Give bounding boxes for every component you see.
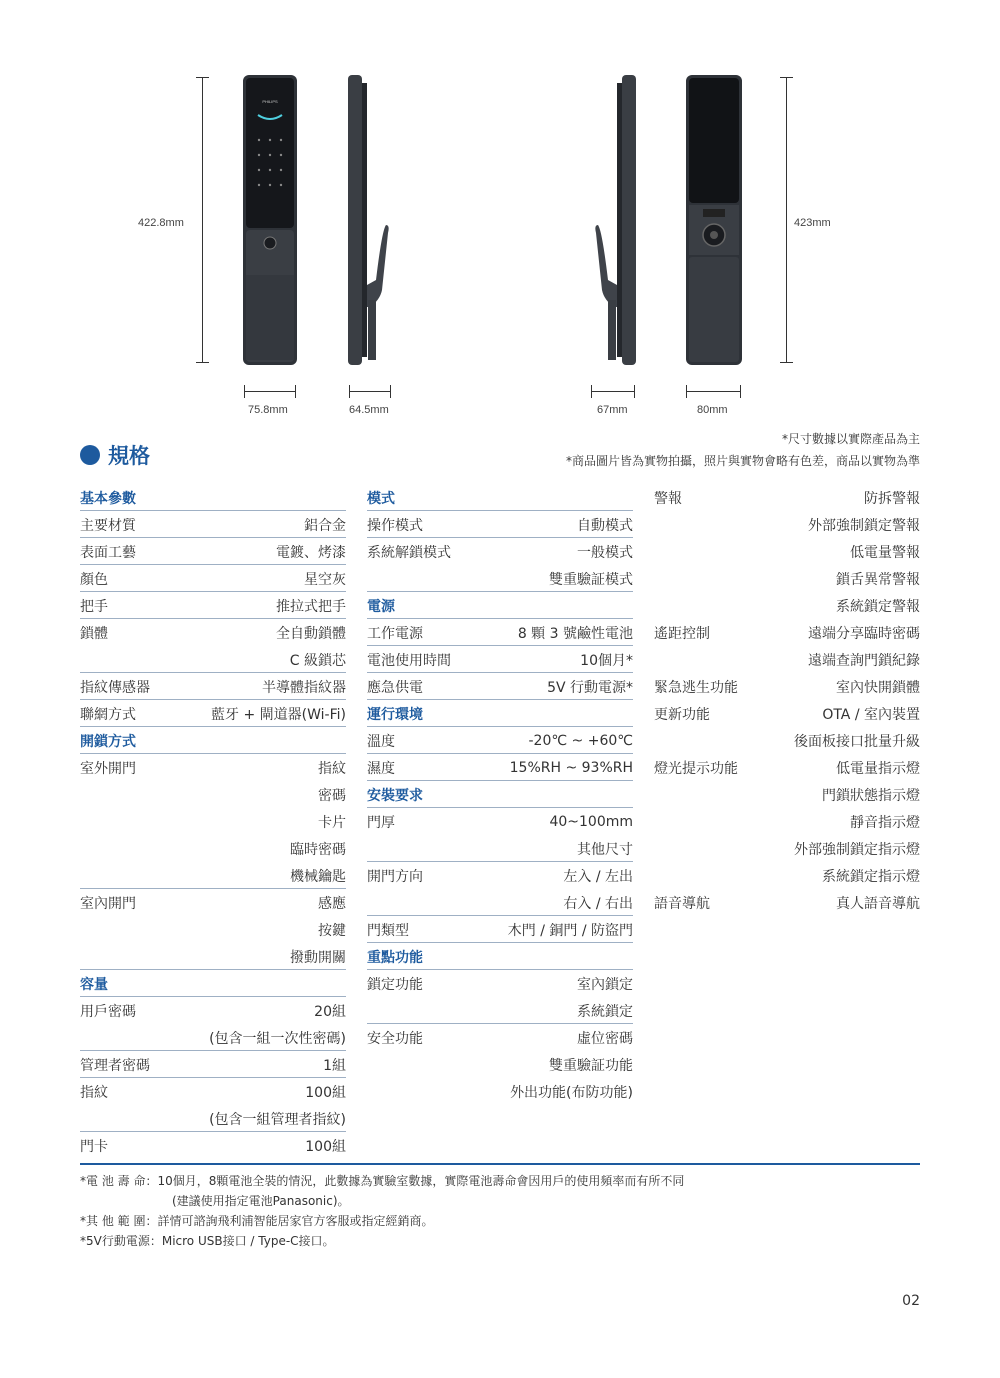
spec-row bbox=[80, 619, 346, 646]
spec-key: 鎖體 bbox=[80, 626, 108, 642]
spec-value: 全自動鎖體 bbox=[276, 626, 346, 642]
spec-row bbox=[80, 538, 346, 565]
spec-value: 40~100mm bbox=[549, 814, 633, 830]
spec-key: 安裝要求 bbox=[367, 788, 423, 804]
spec-key: 電源 bbox=[367, 599, 395, 615]
spec-key: 系統解鎖模式 bbox=[367, 545, 451, 561]
spec-row bbox=[80, 700, 346, 727]
spec-row bbox=[367, 970, 633, 997]
spec-value: 防拆警報 bbox=[864, 491, 920, 507]
spec-key: 操作模式 bbox=[367, 518, 423, 534]
spec-row bbox=[80, 889, 346, 916]
spec-row bbox=[654, 862, 920, 889]
height-dimension-line-left bbox=[202, 77, 203, 363]
spec-row bbox=[80, 943, 346, 970]
width-back-label: 80mm bbox=[697, 404, 728, 416]
spec-value: 100組 bbox=[305, 1139, 346, 1155]
spec-value: 感應 bbox=[318, 896, 346, 912]
spec-key: 開鎖方式 bbox=[80, 734, 136, 750]
spec-key: 門厚 bbox=[367, 815, 395, 831]
section-title bbox=[80, 440, 150, 470]
spec-row bbox=[80, 808, 346, 835]
tick bbox=[591, 385, 592, 398]
spec-section-header bbox=[367, 592, 633, 619]
tick bbox=[244, 385, 245, 398]
spec-key: 應急供電 bbox=[367, 680, 423, 696]
spec-row bbox=[654, 700, 920, 727]
spec-row bbox=[654, 619, 920, 646]
spec-row bbox=[367, 673, 633, 700]
spec-value: 木門 / 銅門 / 防盜門 bbox=[507, 923, 633, 939]
spec-row bbox=[367, 916, 633, 943]
spec-row bbox=[367, 511, 633, 538]
spec-row bbox=[654, 646, 920, 673]
spec-column-1 bbox=[80, 484, 346, 1159]
spec-key: 遙距控制 bbox=[654, 626, 710, 642]
spec-value: 臨時密碼 bbox=[290, 842, 346, 858]
page-number: 02 bbox=[902, 1293, 920, 1309]
spec-key: 把手 bbox=[80, 599, 108, 615]
lock-back-view bbox=[686, 75, 742, 365]
spec-section-header bbox=[80, 727, 346, 754]
spec-row bbox=[80, 565, 346, 592]
spec-value: 密碼 bbox=[318, 788, 346, 804]
depth-left-label: 64.5mm bbox=[349, 404, 389, 416]
spec-key: 模式 bbox=[367, 491, 395, 507]
spec-row bbox=[80, 673, 346, 700]
spec-row bbox=[367, 889, 633, 916]
spec-row bbox=[80, 1132, 346, 1159]
spec-key: 指紋 bbox=[80, 1085, 108, 1101]
spec-value: 低電量指示燈 bbox=[836, 761, 920, 777]
spec-key: 運行環境 bbox=[367, 707, 423, 723]
spec-row bbox=[367, 862, 633, 889]
spec-key: 鎖定功能 bbox=[367, 977, 423, 993]
spec-key: 開門方向 bbox=[367, 869, 423, 885]
spec-key: 門類型 bbox=[367, 923, 409, 939]
spec-key: 管理者密碼 bbox=[80, 1058, 150, 1074]
spec-row bbox=[80, 1078, 346, 1105]
spec-row bbox=[367, 565, 633, 592]
spec-value: 低電量警報 bbox=[850, 545, 920, 561]
spec-value: 推拉式把手 bbox=[276, 599, 346, 615]
spec-value: 20組 bbox=[314, 1004, 346, 1020]
spec-value: -20℃ ~ +60℃ bbox=[528, 733, 633, 749]
spec-row bbox=[367, 646, 633, 673]
note-photo: *商品圖片皆為實物拍攝，照片與實物會略有色差，商品以實物為準 bbox=[565, 454, 920, 468]
spec-row bbox=[367, 1078, 633, 1105]
spec-value: 左入 / 左出 bbox=[563, 869, 633, 885]
spec-row bbox=[654, 727, 920, 754]
spec-value: (包含一組管理者指紋) bbox=[209, 1112, 346, 1128]
spec-row bbox=[80, 997, 346, 1024]
tick bbox=[349, 385, 350, 398]
tick bbox=[686, 385, 687, 398]
spec-key: 工作電源 bbox=[367, 626, 423, 642]
tick bbox=[634, 385, 635, 398]
spec-key: 用戶密碼 bbox=[80, 1004, 136, 1020]
spec-row bbox=[367, 754, 633, 781]
spec-row bbox=[80, 646, 346, 673]
spec-value: 10個月* bbox=[580, 653, 633, 669]
spec-value: 撥動開關 bbox=[290, 950, 346, 966]
height-tick-bottom-left bbox=[196, 362, 209, 363]
spec-key: 顏色 bbox=[80, 572, 108, 588]
spec-section-header bbox=[367, 781, 633, 808]
spec-value: 室內鎖定 bbox=[577, 977, 633, 993]
spec-row bbox=[80, 511, 346, 538]
brand-logo: PHILIPS bbox=[262, 99, 278, 104]
spec-row bbox=[367, 538, 633, 565]
spec-value: 系統鎖定 bbox=[577, 1004, 633, 1020]
width-front-line bbox=[244, 391, 296, 392]
spec-value: 室內快開鎖體 bbox=[836, 680, 920, 696]
spec-value: 外部強制鎖定警報 bbox=[808, 518, 920, 534]
spec-value: 外出功能(布防功能) bbox=[510, 1085, 633, 1101]
spec-key: 安全功能 bbox=[367, 1031, 423, 1047]
spec-value: 機械鑰匙 bbox=[290, 869, 346, 885]
spec-row bbox=[654, 511, 920, 538]
tick bbox=[740, 385, 741, 398]
spec-value: 一般模式 bbox=[577, 545, 633, 561]
bullet-dot-icon bbox=[80, 445, 100, 465]
spec-row bbox=[654, 538, 920, 565]
spec-value: 15%RH ~ 93%RH bbox=[509, 760, 633, 776]
spec-value: 真人語音導航 bbox=[836, 896, 920, 912]
bottom-rule bbox=[80, 1163, 920, 1165]
height-tick-top-right bbox=[780, 77, 793, 78]
spec-value: 雙重驗証功能 bbox=[549, 1058, 633, 1074]
spec-value: 卡片 bbox=[318, 815, 346, 831]
spec-row bbox=[654, 808, 920, 835]
spec-value: OTA / 室內裝置 bbox=[822, 707, 920, 723]
spec-row bbox=[80, 1051, 346, 1078]
spec-row bbox=[80, 835, 346, 862]
spec-value: 系統鎖定警報 bbox=[836, 599, 920, 615]
depth-right-label: 67mm bbox=[597, 404, 628, 416]
spec-value: 半導體指紋器 bbox=[262, 680, 346, 696]
spec-row bbox=[80, 1024, 346, 1051]
spec-key: 燈光提示功能 bbox=[654, 761, 738, 777]
spec-row bbox=[80, 916, 346, 943]
spec-value: 電鍍、烤漆 bbox=[276, 545, 346, 561]
spec-section-header bbox=[367, 484, 633, 511]
spec-row bbox=[654, 835, 920, 862]
section-title-text: 規格 bbox=[108, 444, 150, 468]
spec-value: C 級鎖芯 bbox=[289, 653, 346, 669]
spec-key: 緊急逃生功能 bbox=[654, 680, 738, 696]
tick bbox=[295, 385, 296, 398]
height-label-right: 423mm bbox=[794, 217, 831, 229]
spec-row bbox=[80, 781, 346, 808]
height-tick-bottom-right bbox=[780, 362, 793, 363]
spec-value: 鋁合金 bbox=[304, 518, 346, 534]
lock-side-view-right bbox=[588, 75, 638, 365]
spec-row bbox=[654, 781, 920, 808]
spec-key: 重點功能 bbox=[367, 950, 423, 966]
spec-section-header bbox=[80, 484, 346, 511]
spec-value: 藍牙 + 閘道器(Wi-Fi) bbox=[211, 707, 346, 723]
spec-value: 8 顆 3 號鹼性電池 bbox=[517, 626, 633, 642]
height-label-left: 422.8mm bbox=[138, 217, 184, 229]
footnote-other: *其 他 範 圍：詳情可諮詢飛利浦智能居家官方客服或指定經銷商。 bbox=[80, 1214, 434, 1228]
spec-value: 指紋 bbox=[318, 761, 346, 777]
height-tick-top-left bbox=[196, 77, 209, 78]
lock-side-view-left bbox=[346, 75, 396, 365]
spec-value: 5V 行動電源* bbox=[547, 680, 633, 696]
spec-key: 基本參數 bbox=[80, 491, 136, 507]
spec-key: 濕度 bbox=[367, 761, 395, 777]
spec-key: 容量 bbox=[80, 977, 108, 993]
spec-key: 指紋傳感器 bbox=[80, 680, 150, 696]
spec-key: 門卡 bbox=[80, 1139, 108, 1155]
footnote-battery-note: (建議使用指定電池Panasonic)。 bbox=[172, 1194, 350, 1208]
spec-key: 聯網方式 bbox=[80, 707, 136, 723]
tick bbox=[390, 385, 391, 398]
spec-row bbox=[367, 619, 633, 646]
spec-row bbox=[654, 592, 920, 619]
spec-section-header bbox=[367, 943, 633, 970]
spec-value: 鎖舌異常警報 bbox=[836, 572, 920, 588]
spec-row bbox=[367, 1024, 633, 1051]
spec-value: 系統鎖定指示燈 bbox=[822, 869, 920, 885]
spec-key: 室外開門 bbox=[80, 761, 136, 777]
spec-key: 警報 bbox=[654, 491, 682, 507]
spec-key: 語音導航 bbox=[654, 896, 710, 912]
spec-key: 主要材質 bbox=[80, 518, 136, 534]
spec-row bbox=[654, 889, 920, 916]
spec-value: 靜音指示燈 bbox=[850, 815, 920, 831]
spec-value: 外部強制鎖定指示燈 bbox=[794, 842, 920, 858]
spec-value: 右入 / 右出 bbox=[563, 896, 633, 912]
spec-key: 溫度 bbox=[367, 734, 395, 750]
width-front-label: 75.8mm bbox=[248, 404, 288, 416]
spec-value: 按鍵 bbox=[318, 923, 346, 939]
spec-row bbox=[80, 862, 346, 889]
depth-right-line bbox=[591, 391, 635, 392]
spec-row bbox=[80, 592, 346, 619]
spec-row bbox=[654, 754, 920, 781]
depth-left-line bbox=[349, 391, 391, 392]
spec-value: 100組 bbox=[305, 1085, 346, 1101]
spec-row bbox=[654, 673, 920, 700]
width-back-line bbox=[686, 391, 741, 392]
note-dimensions: *尺寸數據以實際產品為主 bbox=[781, 432, 920, 446]
spec-key: 室內開門 bbox=[80, 896, 136, 912]
spec-key: 電池使用時間 bbox=[367, 653, 451, 669]
spec-row bbox=[80, 754, 346, 781]
spec-column-3 bbox=[654, 484, 920, 916]
spec-value: 星空灰 bbox=[304, 572, 346, 588]
spec-section-header bbox=[367, 700, 633, 727]
spec-value: 雙重驗証模式 bbox=[549, 572, 633, 588]
spec-section-header bbox=[80, 970, 346, 997]
spec-row bbox=[367, 997, 633, 1024]
lock-front-view bbox=[243, 75, 297, 365]
spec-value: 遠端查詢門鎖紀錄 bbox=[808, 653, 920, 669]
spec-key: 表面工藝 bbox=[80, 545, 136, 561]
spec-row bbox=[367, 835, 633, 862]
spec-column-2 bbox=[367, 484, 633, 1105]
spec-value: 1組 bbox=[323, 1058, 346, 1074]
spec-key: 更新功能 bbox=[654, 707, 710, 723]
footnote-battery: *電 池 壽 命：10個月，8顆電池全裝的情況，此數據為實驗室數據，實際電池壽命會因用戶的使用頻率而有所不同 bbox=[80, 1174, 685, 1188]
spec-value: 遠端分享臨時密碼 bbox=[808, 626, 920, 642]
height-dimension-line-right bbox=[786, 77, 787, 363]
spec-row bbox=[367, 1051, 633, 1078]
spec-row bbox=[367, 808, 633, 835]
spec-row bbox=[654, 565, 920, 592]
spec-row bbox=[654, 484, 920, 511]
spec-value: 虛位密碼 bbox=[577, 1031, 633, 1047]
spec-value: 後面板接口批量升級 bbox=[794, 734, 920, 750]
spec-value: 門鎖狀態指示燈 bbox=[822, 788, 920, 804]
spec-value: 其他尺寸 bbox=[577, 842, 633, 858]
spec-value: 自動模式 bbox=[577, 518, 633, 534]
footnote-power-bank: *5V行動電源：Micro USB接口 / Type-C接口。 bbox=[80, 1234, 335, 1248]
spec-row bbox=[367, 727, 633, 754]
spec-value: (包含一組一次性密碼) bbox=[209, 1031, 346, 1047]
spec-row bbox=[80, 1105, 346, 1132]
